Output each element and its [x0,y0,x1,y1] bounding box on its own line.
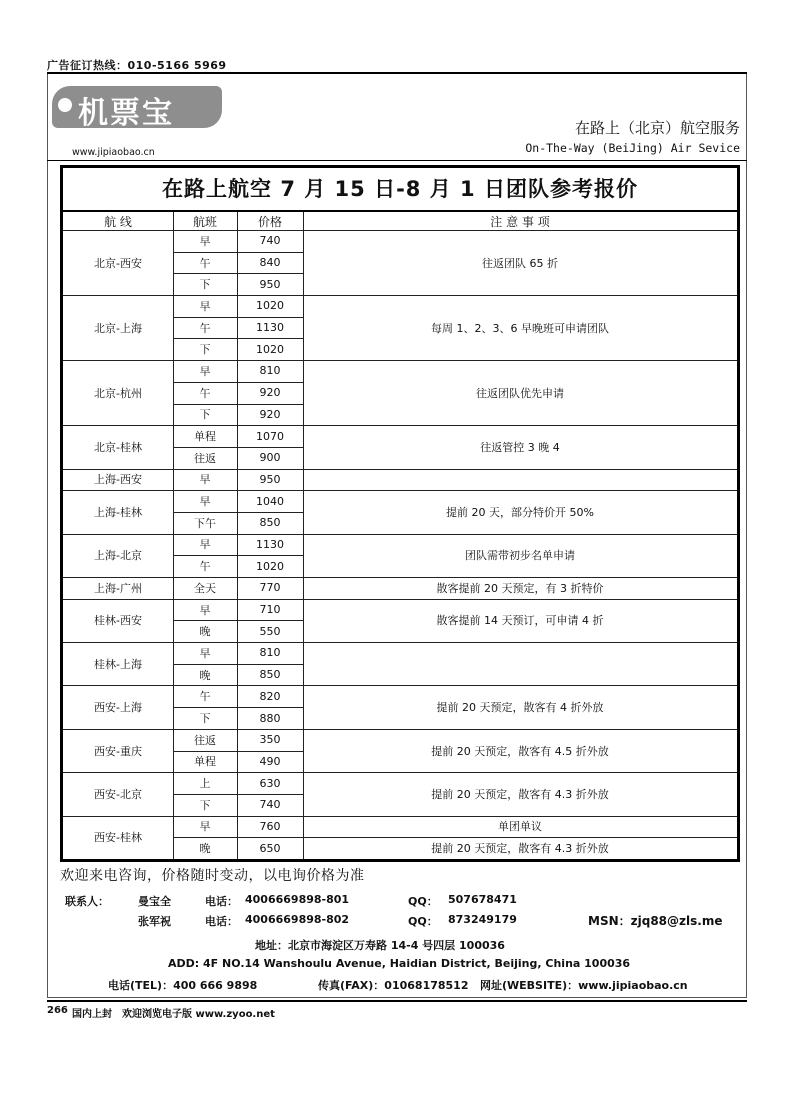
fax: 传真(FAX)：01068178512 [318,979,469,992]
note-cell: 散客提前 20 天预定，有 3 折特价 [436,581,604,595]
route-cell: 上海-桂林 [94,505,142,519]
flight-cell: 下 [199,712,211,726]
qq-label-2: QQ： [408,915,438,928]
flight-cell: 单程 [194,755,216,769]
footer-left: 国内上封 [72,1009,112,1020]
route-cell: 上海-广州 [94,581,142,595]
note-cell: 提前 20 天预定，散客有 4.5 折外放 [431,744,609,758]
price-cell: 950 [259,277,281,291]
footer-right[interactable]: 欢迎浏览电子版 www.zyoo.net [122,1009,275,1020]
price-cell: 740 [259,798,281,812]
flight-cell: 午 [199,321,211,335]
price-cell: 810 [259,646,281,660]
tel[interactable]: 电话(TEL)：400 666 9898 [108,979,258,992]
flight-cell: 往返 [194,733,216,747]
page-number: 266 [47,1005,68,1016]
note-cell: 散客提前 14 天预订，可申请 4 折 [436,614,604,628]
contact-label: 联系人： [65,895,109,908]
price-cell: 770 [259,581,281,595]
qq-2[interactable]: 873249179 [448,913,517,926]
price-cell: 630 [259,776,281,790]
note-cell: 提前 20 天预定，散客有 4.3 折外放 [431,842,609,856]
flight-cell: 早 [199,299,211,313]
price-cell: 950 [259,472,281,486]
jipiaobao-logo [52,84,222,130]
route-cell: 桂林-西安 [94,614,142,628]
contact-name-1: 曼宝全 [138,895,171,908]
price-cell: 850 [259,516,281,530]
column-header: 航 线 [104,214,132,229]
price-cell: 920 [259,386,281,400]
route-cell: 西安-上海 [94,701,142,715]
price-cell: 810 [259,364,281,378]
price-cell: 350 [259,733,281,747]
flight-cell: 全天 [194,581,216,595]
price-table [60,165,740,862]
route-cell: 北京-杭州 [94,386,142,400]
qq-label-1: QQ： [408,895,438,908]
flight-cell: 上 [199,777,211,791]
flight-cell: 下 [199,343,211,357]
flight-cell: 晚 [199,842,211,856]
table-title: 在路上航空 7 月 15 日-8 月 1 日团队参考报价 [63,168,737,212]
price-cell: 1130 [256,537,284,551]
phone-2[interactable]: 4006669898-802 [245,913,350,926]
header-rule [47,160,747,161]
price-cell: 920 [259,407,281,421]
price-cell: 1020 [256,342,284,356]
flight-cell: 午 [199,386,211,400]
price-cell: 820 [259,689,281,703]
column-header: 注 意 事 项 [490,214,550,229]
price-cell: 1040 [256,494,284,508]
flight-cell: 午 [199,560,211,574]
flight-cell: 单程 [194,430,216,444]
flight-cell: 早 [199,234,211,248]
ad-hotline: 广告征订热线：010-5166 5969 [47,59,227,72]
flight-cell: 早 [199,538,211,552]
price-grid [63,212,737,859]
price-cell: 1130 [256,321,284,335]
price-cell: 760 [259,819,281,833]
route-cell: 西安-桂林 [94,831,142,845]
note-cell: 团队需带初步名单申请 [465,549,575,563]
logo-website[interactable]: www.jipiaobao.cn [72,147,155,158]
price-cell: 1070 [256,429,284,443]
route-cell: 西安-重庆 [94,744,142,758]
service-name-en: On-The-Way (BeiJing) Air Sevice [525,141,740,155]
flight-cell: 早 [199,646,211,660]
price-cell: 900 [259,451,281,465]
flight-cell: 下 [199,408,211,422]
service-name-cn: 在路上（北京）航空服务 [574,119,740,137]
address-cn: 地址：北京市海淀区万寿路 14-4 号四层 100036 [255,939,505,952]
price-cell: 1020 [256,559,284,573]
phone-label-2: 电话： [205,915,238,928]
route-cell: 北京-桂林 [94,440,142,454]
note-cell: 提前 20 天，部分特价开 50% [446,505,594,519]
note-cell [303,469,737,491]
note-cell: 往返团队 65 折 [482,256,558,270]
flight-cell: 早 [199,820,211,834]
column-header: 航班 [192,214,217,229]
address-en: ADD: 4F NO.14 Wanshoulu Avenue, Haidian District, Beijing, China 100036 [168,957,631,970]
price-cell: 850 [259,668,281,682]
price-cell: 710 [259,603,281,617]
flight-cell: 午 [199,690,211,704]
flight-cell: 往返 [194,451,216,465]
flight-cell: 下 [199,798,211,812]
phone-1[interactable]: 4006669898-801 [245,893,350,906]
qq-1[interactable]: 507678471 [448,893,517,906]
route-cell: 北京-西安 [94,256,142,270]
msn-contact[interactable]: MSN：zjq88@zls.me [588,914,723,928]
price-cell: 490 [259,754,281,768]
route-cell: 西安-北京 [94,787,142,801]
contact-name-2: 张军祝 [138,915,171,928]
route-cell: 上海-北京 [94,549,142,563]
route-cell: 北京-上海 [94,321,142,335]
flight-cell: 下 [199,278,211,292]
price-cell: 550 [259,624,281,638]
note-cell: 提前 20 天预定，散客有 4 折外放 [436,701,604,715]
flight-cell: 早 [199,364,211,378]
price-cell: 1020 [256,299,284,313]
price-cell: 740 [259,234,281,248]
note-cell: 往返团队优先申请 [476,386,564,400]
footer-rule [47,1000,747,1002]
phone-label-1: 电话： [205,895,238,908]
price-cell: 880 [259,711,281,725]
note-cell [303,642,737,685]
route-cell: 桂林-上海 [94,657,142,671]
website-link[interactable]: 网址(WEBSITE)：www.jipiaobao.cn [480,979,688,992]
note-cell: 每周 1、2、3、6 早晚班可申请团队 [431,321,609,335]
note-cell: 提前 20 天预定，散客有 4.3 折外放 [431,787,609,801]
route-cell: 上海-西安 [94,473,142,487]
welcome-note: 欢迎来电咨询，价格随时变动，以电询价格为准 [60,868,365,884]
flight-cell: 早 [199,603,211,617]
logo-text: 机票宝 [78,96,174,131]
price-cell: 650 [259,841,281,855]
flight-cell: 晚 [199,625,211,639]
flight-cell: 午 [199,256,211,270]
price-cell: 840 [259,256,281,270]
flight-cell: 早 [199,495,211,509]
note-cell: 往返管控 3 晚 4 [480,440,560,454]
flight-cell: 晚 [199,668,211,682]
note-cell: 单团单议 [498,820,542,834]
flight-cell: 下午 [194,516,216,530]
column-header: 价格 [257,214,282,229]
flight-cell: 早 [199,473,211,487]
